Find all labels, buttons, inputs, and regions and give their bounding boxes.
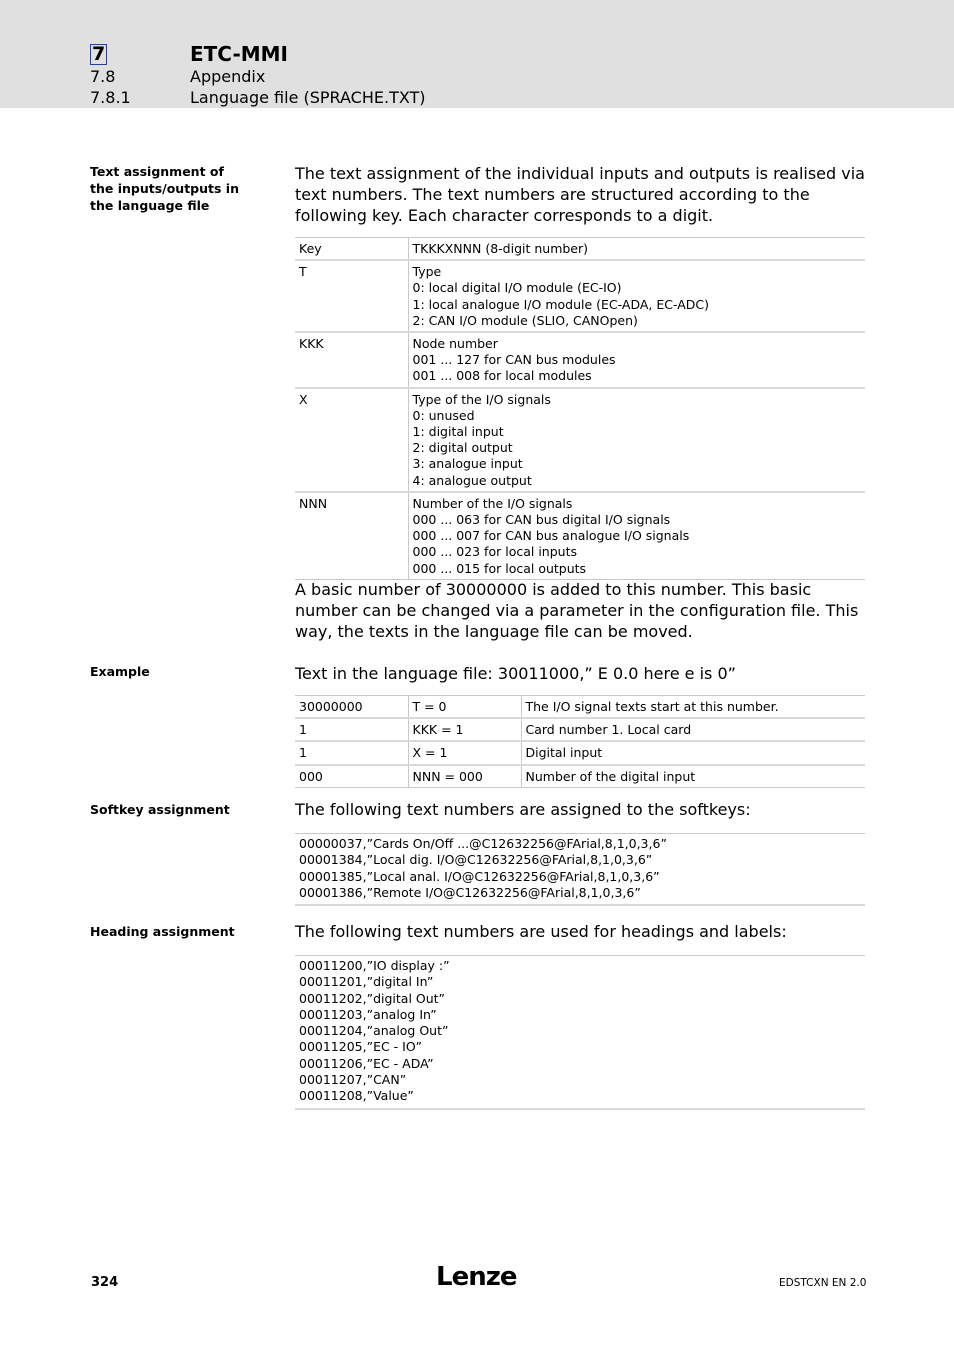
lenze-logo: Lenze	[436, 1262, 517, 1292]
section-number: 7.8	[90, 67, 116, 86]
example-intro: Text in the language file: 30011000,” E 0.0 here e is 0”	[295, 664, 736, 683]
chapter-title: ETC-MMI	[190, 42, 288, 66]
example-table-row	[295, 696, 865, 719]
example-cell: NNN = 000	[408, 765, 521, 788]
example-cell: X = 1	[408, 741, 521, 764]
heading-code-line: 00011200,”IO display :”	[299, 958, 450, 973]
key-description-line: Number of the I/O signals	[412, 495, 573, 511]
example-cell: 000	[295, 765, 408, 788]
heading-code-line: 00011205,”EC - IO”	[299, 1039, 422, 1055]
page-number: 324	[91, 1275, 119, 1290]
example-table	[295, 695, 865, 788]
key-table-row	[295, 388, 865, 492]
key-description-line: 001 ... 127 for CAN bus modules	[412, 352, 616, 368]
heading-code-line: 00011202,”digital Out”	[299, 990, 446, 1006]
softkey-code-line: 00001384,”Local dig. I/O@C12632256@FArial,8,1,0,3,6”	[299, 852, 653, 868]
example-cell: The I/O signal texts start at this number.	[521, 696, 865, 719]
key-description-line: 1: digital input	[412, 424, 504, 440]
example-cell: 1	[295, 741, 408, 764]
text-assignment-intro: The text assignment of the individual inputs and outputs is realised via text numbers. The text numbers are structured according to the following key. Each character corresponds to a digit.	[295, 164, 865, 225]
heading-code-line: 00011201,”digital In”	[299, 974, 434, 990]
key-description-line: Type	[412, 264, 442, 280]
example-cell: 30000000	[295, 696, 408, 719]
subsection-title: Language file (SPRACHE.TXT)	[190, 88, 426, 107]
document-code: EDSTCXN EN 2.0	[779, 1277, 867, 1289]
key-description-line: 0: local digital I/O module (EC-IO)	[412, 280, 622, 296]
example-label: Example	[90, 664, 150, 679]
key-description-cell	[408, 332, 865, 388]
key-cell: KKK	[295, 332, 408, 388]
key-description-line: 0: unused	[412, 407, 475, 423]
key-description-line: 2: CAN I/O module (SLIO, CANOpen)	[412, 312, 638, 328]
example-cell: T = 0	[408, 696, 521, 719]
key-cell: X	[295, 388, 408, 492]
heading-label: Heading assignment	[90, 924, 235, 939]
key-description-line: 2: digital output	[412, 440, 513, 456]
key-description-cell	[408, 388, 865, 492]
key-description-line: 000 ... 023 for local inputs	[412, 544, 577, 560]
basic-number-text: A basic number of 30000000 is added to this number. This basic number can be changed via a parameter in the configuration file. This way, the texts in the language file can be moved.	[295, 580, 859, 641]
key-description-line: 1: local analogue I/O module (EC-ADA, EC-ADC)	[412, 296, 709, 312]
heading-code-line: 00011204,”analog Out”	[299, 1023, 449, 1039]
header-band	[0, 0, 954, 108]
key-description-cell	[408, 260, 865, 332]
softkey-code-block	[295, 833, 865, 906]
heading-intro: The following text numbers are used for headings and labels:	[295, 922, 787, 941]
heading-code-line: 00011208,”Value”	[299, 1088, 414, 1104]
heading-code-line: 00011206,”EC - ADA”	[299, 1055, 434, 1071]
example-table-row	[295, 765, 865, 788]
section-title: Appendix	[190, 67, 266, 86]
key-description-line: 000 ... 007 for CAN bus analogue I/O signals	[412, 528, 690, 544]
softkey-code-line: 00000037,”Cards On/Off ...@C12632256@FArial,8,1,0,3,6”	[299, 836, 667, 851]
key-table-row	[295, 332, 865, 388]
key-cell: Key	[295, 238, 408, 261]
key-description-line: 3: analogue input	[412, 456, 523, 472]
example-table-row	[295, 718, 865, 741]
key-description-line: Type of the I/O signals	[412, 391, 551, 407]
key-description-line: TKKKXNNN (8-digit number)	[412, 241, 589, 256]
key-table-row	[295, 260, 865, 332]
example-cell: Digital input	[521, 741, 865, 764]
softkey-code-line: 00001386,”Remote I/O@C12632256@FArial,8,1,0,3,6”	[299, 884, 641, 900]
chapter-number-link[interactable]: 7	[92, 43, 106, 65]
key-description-line: 001 ... 008 for local modules	[412, 368, 592, 384]
softkey-label: Softkey assignment	[90, 802, 230, 817]
key-description-cell	[408, 238, 865, 261]
key-cell: NNN	[295, 492, 408, 580]
text-assignment-label: Text assignment of the inputs/outputs in the language file	[90, 164, 239, 213]
example-cell: Number of the digital input	[521, 765, 865, 788]
key-table-row	[295, 492, 865, 580]
example-table-row	[295, 741, 865, 764]
example-cell: Card number 1. Local card	[521, 718, 865, 741]
subsection-number: 7.8.1	[90, 88, 131, 107]
example-cell: 1	[295, 718, 408, 741]
key-description-line: 4: analogue output	[412, 472, 532, 488]
key-description-line: Node number	[412, 336, 498, 352]
key-description-line: 000 ... 063 for CAN bus digital I/O signals	[412, 512, 671, 528]
key-table	[295, 237, 865, 580]
key-cell: T	[295, 260, 408, 332]
key-description-line: 000 ... 015 for local outputs	[412, 560, 587, 576]
softkey-intro: The following text numbers are assigned to the softkeys:	[295, 800, 751, 819]
heading-code-line: 00011203,”analog In”	[299, 1006, 437, 1022]
example-cell: KKK = 1	[408, 718, 521, 741]
key-table-row	[295, 238, 865, 261]
key-description-cell	[408, 492, 865, 580]
heading-code-line: 00011207,”CAN”	[299, 1072, 407, 1088]
heading-code-block	[295, 955, 865, 1110]
softkey-code-line: 00001385,”Local anal. I/O@C12632256@FArial,8,1,0,3,6”	[299, 868, 660, 884]
